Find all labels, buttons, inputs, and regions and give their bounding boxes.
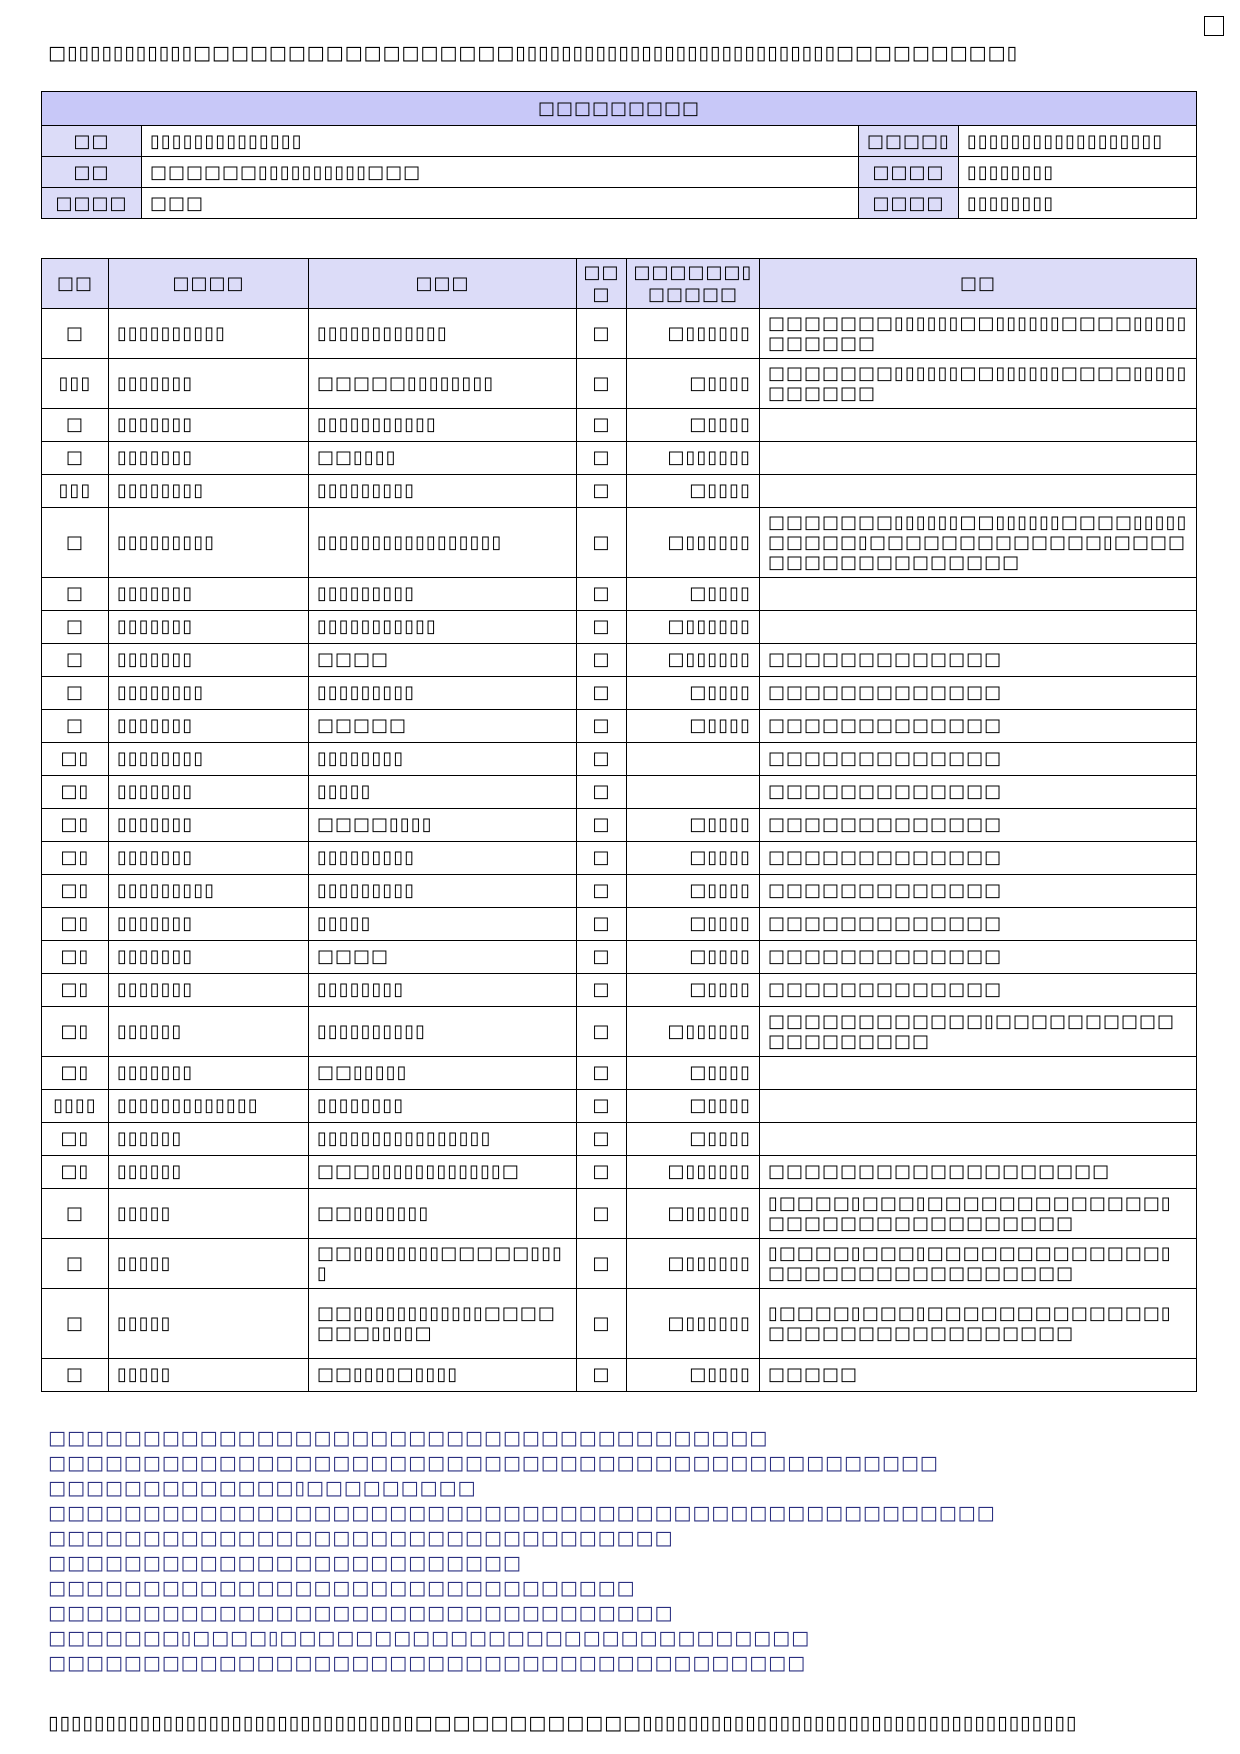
item-amount: □▯▯▯▯ [627, 1090, 760, 1123]
note-line: □□□□□□□□□□□□□□□□□□□□□□□□□ [48, 1552, 522, 1574]
item-name: ▯▯▯▯▯ [309, 908, 577, 941]
item-flag: □ [577, 1123, 627, 1156]
item-name: □□▯▯▯▯□▯▯▯▯ [309, 1359, 577, 1392]
item-note [760, 1123, 1197, 1156]
item-flag: □ [577, 677, 627, 710]
item-name: ▯▯▯▯▯▯▯▯▯ [309, 578, 577, 611]
item-name: ▯▯▯▯▯▯▯▯▯▯ [309, 1007, 577, 1057]
table-row [42, 475, 1197, 508]
table-row [42, 1007, 1197, 1057]
info-label: □□□□ [42, 188, 142, 219]
item-amount: □▯▯▯▯▯▯ [627, 1289, 760, 1359]
corner-mark [1204, 16, 1224, 36]
item-amount: □▯▯▯▯▯▯ [627, 1189, 760, 1239]
item-note: □□□□□□□□□□□□□ [760, 974, 1197, 1007]
item-code: ▯▯▯▯▯▯▯ [109, 710, 309, 743]
item-amount: □▯▯▯▯ [627, 941, 760, 974]
table-row [42, 1156, 1197, 1189]
item-amount: □▯▯▯▯▯▯ [627, 644, 760, 677]
col-header-code: □□□□ [109, 259, 309, 309]
item-flag: □ [577, 941, 627, 974]
col-header-note: □□ [760, 259, 1197, 309]
table-row [42, 677, 1197, 710]
item-name: □□▯▯▯▯▯▯▯ [309, 1189, 577, 1239]
item-note [760, 409, 1197, 442]
row-number: □▯ [42, 875, 109, 908]
items-table [41, 258, 1197, 1392]
info-value: ▯▯▯▯▯▯▯▯ [959, 157, 1197, 188]
row-number: □ [42, 677, 109, 710]
item-flag: □ [577, 842, 627, 875]
item-name: □□▯▯▯▯▯ [309, 1057, 577, 1090]
item-amount: □▯▯▯▯ [627, 908, 760, 941]
item-flag: □ [577, 644, 627, 677]
info-label: □□□□▯ [859, 126, 959, 157]
item-code: ▯▯▯▯▯▯ [109, 1156, 309, 1189]
row-number: □▯ [42, 842, 109, 875]
item-amount: □▯▯▯▯ [627, 1359, 760, 1392]
row-number: □ [42, 309, 109, 359]
table-row [42, 776, 1197, 809]
item-code: ▯▯▯▯▯▯▯▯▯▯▯▯▯ [109, 1090, 309, 1123]
item-code: ▯▯▯▯▯▯▯ [109, 644, 309, 677]
item-amount: □▯▯▯▯ [627, 809, 760, 842]
table-row [42, 974, 1197, 1007]
item-code: ▯▯▯▯▯▯▯▯▯ [109, 875, 309, 908]
item-flag: □ [577, 776, 627, 809]
item-amount: □▯▯▯▯▯▯ [627, 1007, 760, 1057]
item-flag: □ [577, 710, 627, 743]
item-code: ▯▯▯▯▯▯▯ [109, 809, 309, 842]
table-row [42, 359, 1197, 409]
item-name: □□□□▯▯▯▯ [309, 809, 577, 842]
item-amount: □▯▯▯▯ [627, 974, 760, 1007]
item-amount: □▯▯▯▯ [627, 842, 760, 875]
row-number: □▯ [42, 1123, 109, 1156]
item-code: ▯▯▯▯▯ [109, 1239, 309, 1289]
item-note: □□□□□□□▯▯▯▯▯▯□□▯▯▯▯▯▯□□□□▯▯▯▯▯□□□□□▯□□□□□□□□□□□□□▯□□□□□□□□□□□□□□□□□□ [760, 508, 1197, 578]
item-amount: □▯▯▯▯▯▯ [627, 1156, 760, 1189]
row-number: □ [42, 644, 109, 677]
item-flag: □ [577, 1007, 627, 1057]
item-code: ▯▯▯▯▯▯▯ [109, 409, 309, 442]
info-value: ▯▯▯▯▯▯▯▯▯▯▯▯▯▯ [142, 126, 859, 157]
document-footer-line: ▯▯▯▯▯▯▯▯▯▯▯▯▯▯▯▯▯▯▯▯▯▯▯▯▯▯▯▯▯▯▯▯□□□□□□□□□□□□▯▯▯▯▯▯▯▯▯▯▯▯▯▯▯▯▯▯▯▯▯▯▯▯▯▯▯▯▯▯▯▯▯▯▯▯▯▯ [48, 1712, 1078, 1734]
item-note: □□□□□□□□□□□□□ [760, 743, 1197, 776]
item-code: ▯▯▯▯▯▯▯ [109, 1057, 309, 1090]
item-note: □□□□□□□▯▯▯▯▯▯□□▯▯▯▯▯▯□□□□▯▯▯▯▯□□□□□□ [760, 359, 1197, 409]
item-amount: □▯▯▯▯▯▯ [627, 1239, 760, 1289]
item-amount: □▯▯▯▯ [627, 475, 760, 508]
item-code: ▯▯▯▯▯▯▯ [109, 941, 309, 974]
info-row [42, 157, 1197, 188]
item-code: ▯▯▯▯▯▯ [109, 1007, 309, 1057]
item-flag: □ [577, 1239, 627, 1289]
note-line: □□□□□□□□□□□□□□□□□□□□□□□□□□□□□□□□□□□□□□□□□□□□□□□□□□ [48, 1502, 996, 1524]
item-note: □□□□□□□□□□□□□ [760, 644, 1197, 677]
item-name: □□▯▯▯▯▯▯▯▯□□□□□▯▯▯▯ [309, 1239, 577, 1289]
info-row [42, 126, 1197, 157]
item-name: □□□□□▯▯▯▯▯▯▯▯ [309, 359, 577, 409]
item-note: ▯□□□□▯□□□▯□□□□□□□□□□□□□▯□□□□□□□□□□□□□□□□□ [760, 1239, 1197, 1289]
item-name: ▯▯▯▯▯▯▯▯ [309, 974, 577, 1007]
item-name: ▯▯▯▯▯▯▯▯▯▯▯ [309, 611, 577, 644]
note-line: □□□□□□□□□□□□□▯□□□□□□□□□ [48, 1477, 477, 1499]
item-flag: □ [577, 1057, 627, 1090]
item-code: ▯▯▯▯▯▯▯ [109, 908, 309, 941]
item-flag: □ [577, 1090, 627, 1123]
item-note [760, 1057, 1197, 1090]
item-flag: □ [577, 743, 627, 776]
item-note: □□□□□ [760, 1359, 1197, 1392]
note-line: □□□□□□□□□□□□□□□□□□□□□□□□□□□□□□□ [48, 1577, 636, 1599]
item-code: ▯▯▯▯▯▯▯▯ [109, 677, 309, 710]
item-amount: □▯▯▯▯ [627, 409, 760, 442]
row-number: □▯ [42, 974, 109, 1007]
item-code: ▯▯▯▯▯▯▯ [109, 442, 309, 475]
item-amount: □▯▯▯▯ [627, 677, 760, 710]
item-code: ▯▯▯▯▯▯▯ [109, 359, 309, 409]
row-number: □▯ [42, 908, 109, 941]
row-number: □ [42, 1239, 109, 1289]
table-row [42, 908, 1197, 941]
row-number: ▯▯▯ [42, 475, 109, 508]
item-code: ▯▯▯▯▯▯▯ [109, 611, 309, 644]
item-code: ▯▯▯▯▯ [109, 1289, 309, 1359]
item-name: ▯▯▯▯▯▯▯▯▯ [309, 677, 577, 710]
item-name: ▯▯▯▯▯▯▯▯▯▯▯▯ [309, 309, 577, 359]
item-flag: □ [577, 475, 627, 508]
row-number: □ [42, 611, 109, 644]
item-flag: □ [577, 974, 627, 1007]
item-amount: □▯▯▯▯ [627, 875, 760, 908]
row-number: □▯ [42, 743, 109, 776]
item-name: ▯▯▯▯▯▯▯▯▯ [309, 475, 577, 508]
note-line: □□□□□□□□□□□□□□□□□□□□□□□□□□□□□□□□□□□□□□□□□□□□□□□ [48, 1452, 939, 1474]
row-number: □ [42, 442, 109, 475]
item-note [760, 475, 1197, 508]
info-value: □□□□□□▯▯▯▯▯▯▯▯▯▯□□□ [142, 157, 859, 188]
item-code: ▯▯▯▯▯▯▯▯ [109, 743, 309, 776]
item-code: ▯▯▯▯▯▯▯▯ [109, 475, 309, 508]
table-row [42, 611, 1197, 644]
item-flag: □ [577, 359, 627, 409]
item-amount: □▯▯▯▯▯▯ [627, 442, 760, 475]
item-note: ▯□□□□▯□□□▯□□□□□□□□□□□□□▯□□□□□□□□□□□□□□□□□ [760, 1289, 1197, 1359]
row-number: □▯ [42, 1156, 109, 1189]
item-note: □□□□□□□□□□□□▯□□□□□□□□□□□□□□□□□□□ [760, 1007, 1197, 1057]
item-code: ▯▯▯▯▯▯ [109, 1123, 309, 1156]
item-name: □□▯▯▯▯ [309, 442, 577, 475]
item-note: □□□□□□□□□□□□□ [760, 776, 1197, 809]
item-amount [627, 743, 760, 776]
table-row [42, 508, 1197, 578]
row-number: □ [42, 710, 109, 743]
item-note [760, 1090, 1197, 1123]
item-amount: □▯▯▯▯▯▯ [627, 309, 760, 359]
item-flag: □ [577, 908, 627, 941]
item-code: ▯▯▯▯▯▯▯ [109, 842, 309, 875]
item-note: □□□□□□□□□□□□□ [760, 941, 1197, 974]
item-flag: □ [577, 309, 627, 359]
item-note [760, 442, 1197, 475]
col-header-flag: □□□ [577, 259, 627, 309]
table-header-row [42, 259, 1197, 309]
row-number: □▯ [42, 1007, 109, 1057]
row-number: □ [42, 1359, 109, 1392]
item-note [760, 578, 1197, 611]
item-name: ▯▯▯▯▯▯▯▯ [309, 743, 577, 776]
item-note: □□□□□□□▯▯▯▯▯▯□□▯▯▯▯▯▯□□□□▯▯▯▯▯□□□□□□ [760, 309, 1197, 359]
document-header-line: □▯▯▯▯▯▯▯▯▯▯▯□□□□□□□□□□□□□□□□□▯▯▯▯▯▯▯▯▯▯▯▯▯▯▯▯▯▯▯▯▯▯▯▯▯▯▯▯□□□□□□□□□▯ [48, 42, 1018, 64]
item-name: ▯▯▯▯▯ [309, 776, 577, 809]
item-name: □□□□□ [309, 710, 577, 743]
item-note: □□□□□□□□□□□□□ [760, 809, 1197, 842]
table-row [42, 1239, 1197, 1289]
item-code: ▯▯▯▯▯ [109, 1359, 309, 1392]
item-name: □□▯▯▯▯▯▯▯▯▯▯▯▯□□□□□□□▯▯▯▯□ [309, 1289, 577, 1359]
item-note: □□□□□□□□□□□□□ [760, 842, 1197, 875]
item-amount: □▯▯▯▯ [627, 1123, 760, 1156]
item-flag: □ [577, 1289, 627, 1359]
item-flag: □ [577, 875, 627, 908]
table-row [42, 409, 1197, 442]
item-amount: □▯▯▯▯ [627, 1057, 760, 1090]
row-number: □ [42, 409, 109, 442]
note-line: □□□□□□□□□□□□□□□□□□□□□□□□□□□□□□□□□□□□□□□□ [48, 1652, 807, 1674]
info-label: □□□□ [859, 188, 959, 219]
item-note: □□□□□□□□□□□□□ [760, 677, 1197, 710]
item-code: ▯▯▯▯▯▯▯ [109, 578, 309, 611]
col-header-name: □□□ [309, 259, 577, 309]
note-line: □□□□□□□□□□□□□□□□□□□□□□□□□□□□□□□□□ [48, 1527, 674, 1549]
table-row [42, 578, 1197, 611]
item-amount: □▯▯▯▯ [627, 359, 760, 409]
table-row [42, 1123, 1197, 1156]
info-value: ▯▯▯▯▯▯▯▯▯▯▯▯▯▯▯▯▯▯ [959, 126, 1197, 157]
item-flag: □ [577, 1156, 627, 1189]
info-label: □□□□ [859, 157, 959, 188]
row-number: ▯▯▯ [42, 359, 109, 409]
table-row [42, 941, 1197, 974]
row-number: □▯ [42, 941, 109, 974]
item-name: ▯▯▯▯▯▯▯▯▯ [309, 875, 577, 908]
item-flag: □ [577, 611, 627, 644]
table-row [42, 1057, 1197, 1090]
item-name: ▯▯▯▯▯▯▯▯▯▯▯▯▯▯▯▯▯ [309, 508, 577, 578]
item-note: ▯□□□□▯□□□▯□□□□□□□□□□□□□▯□□□□□□□□□□□□□□□□□ [760, 1189, 1197, 1239]
table-row [42, 1359, 1197, 1392]
item-amount: □▯▯▯▯ [627, 710, 760, 743]
item-name: ▯▯▯▯▯▯▯▯▯▯▯ [309, 409, 577, 442]
table-row [42, 710, 1197, 743]
item-note: □□□□□□□□□□□□□ [760, 875, 1197, 908]
item-flag: □ [577, 809, 627, 842]
table-row [42, 809, 1197, 842]
info-label: □□ [42, 157, 142, 188]
item-flag: □ [577, 409, 627, 442]
row-number: □▯ [42, 809, 109, 842]
item-code: ▯▯▯▯▯▯▯ [109, 974, 309, 1007]
info-row [42, 188, 1197, 219]
item-note [760, 611, 1197, 644]
info-value: □□□ [142, 188, 859, 219]
note-line: □□□□□□□□□□□□□□□□□□□□□□□□□□□□□□□□□ [48, 1602, 674, 1624]
col-header-no: □□ [42, 259, 109, 309]
item-amount: □▯▯▯▯▯▯ [627, 508, 760, 578]
item-flag: □ [577, 1359, 627, 1392]
item-amount: □▯▯▯▯ [627, 578, 760, 611]
item-note: □□□□□□□□□□□□□□□□□□□ [760, 1156, 1197, 1189]
table-row [42, 1090, 1197, 1123]
table-row [42, 842, 1197, 875]
row-number: □ [42, 1289, 109, 1359]
row-number: □ [42, 1189, 109, 1239]
item-name: □□□▯▯▯▯▯▯▯▯▯▯▯▯□ [309, 1156, 577, 1189]
row-number: □ [42, 508, 109, 578]
table-row [42, 309, 1197, 359]
row-number: ▯▯▯▯ [42, 1090, 109, 1123]
item-code: ▯▯▯▯▯▯▯ [109, 776, 309, 809]
note-line: □□□□□□□□□□□□□□□□□□□□□□□□□□□□□□□□□□□□□□ [48, 1427, 769, 1449]
col-header-amount: □□□□□□▯□□□□□ [627, 259, 760, 309]
item-note: □□□□□□□□□□□□□ [760, 908, 1197, 941]
table-row [42, 1189, 1197, 1239]
item-name: ▯▯▯▯▯▯▯▯▯▯▯▯▯▯▯▯ [309, 1123, 577, 1156]
table-row [42, 644, 1197, 677]
item-code: ▯▯▯▯▯ [109, 1189, 309, 1239]
row-number: □ [42, 578, 109, 611]
item-name: □□□□ [309, 644, 577, 677]
table-row [42, 875, 1197, 908]
item-amount [627, 776, 760, 809]
item-flag: □ [577, 1189, 627, 1239]
row-number: □▯ [42, 776, 109, 809]
table-row [42, 743, 1197, 776]
item-amount: □▯▯▯▯▯▯ [627, 611, 760, 644]
table-row [42, 442, 1197, 475]
item-code: ▯▯▯▯▯▯▯▯▯ [109, 508, 309, 578]
item-flag: □ [577, 578, 627, 611]
item-name: ▯▯▯▯▯▯▯▯ [309, 1090, 577, 1123]
row-number: □▯ [42, 1057, 109, 1090]
info-table [41, 91, 1197, 219]
notes-block [48, 1426, 1188, 1676]
item-flag: □ [577, 442, 627, 475]
table-row [42, 1289, 1197, 1359]
info-value: ▯▯▯▯▯▯▯▯ [959, 188, 1197, 219]
item-name: ▯▯▯▯▯▯▯▯▯ [309, 842, 577, 875]
info-label: □□ [42, 126, 142, 157]
item-code: ▯▯▯▯▯▯▯▯▯▯ [109, 309, 309, 359]
item-name: □□□□ [309, 941, 577, 974]
items-table-body [42, 309, 1197, 1392]
item-note: □□□□□□□□□□□□□ [760, 710, 1197, 743]
item-flag: □ [577, 508, 627, 578]
note-line: □□□□□□□▯□□□□▯□□□□□□□□□□□□□□□□□□□□□□□□□□□□ [48, 1627, 811, 1649]
info-table-title: □□□□□□□□□ [42, 92, 1197, 126]
